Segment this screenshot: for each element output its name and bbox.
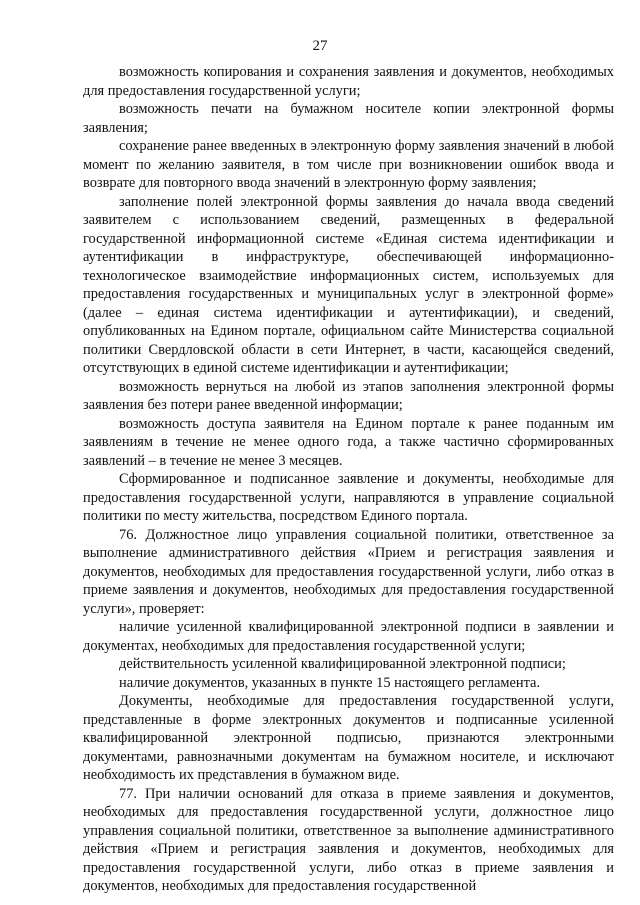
paragraph-submission: Сформированное и подписанное заявление и документы, необходимые для предоставления государственной услуги, направляются в управление социальной политики по месту жительства, посредством Единого портала. xyxy=(83,471,614,524)
paragraph-item-77: 77. При наличии оснований для отказа в приеме заявления и документов, необходимых для предоставления государственной услуги, должностное лицо управления социальной политики, ответственное за выполнение административного действия «Прием и регистрация заявления и документов, необходимых для предоставления государственной услуги, либо отказ в приеме заявления и документов, необходимых для предоставления государственной xyxy=(83,785,614,894)
paragraph-print: возможность печати на бумажном носителе копии электронной формы заявления; xyxy=(83,101,614,136)
paragraph-prefill: заполнение полей электронной формы заявления до начала ввода сведений заявителем с использованием сведений, размещенных в федеральной государственной информационной системе «Единая система идентификации и аутентификации в инфраструктуре, обеспечивающей информационно-технологическое взаимодействие информационных систем, используемых для предоставления государственных и муниципальных услуг в электронной форме» (далее – единая система идентификации и аутентификации), и сведений, опубликованных на Едином портале, официальном сайте Министерства социальной политики Свердловской области в сети Интернет, в части, касающейся сведений, отсутствующих в единой системе идентификации и аутентификации; xyxy=(83,193,614,376)
document-body xyxy=(83,63,614,896)
paragraph-save-values: сохранение ранее введенных в электронную форму заявления значений в любой момент по желанию заявителя, в том числе при возникновении ошибок ввода и возврате для повторного ввода значений в электронную форму заявления; xyxy=(83,138,614,191)
paragraph-access-history: возможность доступа заявителя на Едином портале к ранее поданным им заявлениям в течение не менее одного года, а также частично сформированных заявлений – в течение не менее 3 месяцев. xyxy=(83,415,614,469)
paragraph-signature-presence: наличие усиленной квалифицированной электронной подписи в заявлении и документах, необходимых для предоставления государственной услуги; xyxy=(83,619,614,654)
paragraph-documents-presence: наличие документов, указанных в пункте 15 настоящего регламента. xyxy=(119,674,541,691)
page-number: 27 xyxy=(312,38,328,54)
paragraph-item-76: 76. Должностное лицо управления социальной политики, ответственное за выполнение административного действия «Прием и регистрация заявления и документов, необходимых для предоставления государственной услуги, либо отказ в приеме заявления и документов, необходимых для предоставления государственной услуги», проверяет: xyxy=(83,526,614,617)
paragraph-copy-save: возможность копирования и сохранения заявления и документов, необходимых для предоставления государственной услуги; xyxy=(83,64,614,99)
paragraph-return-step: возможность вернуться на любой из этапов заполнения электронной формы заявления без потери ранее введенной информации; xyxy=(83,378,614,413)
paragraph-signature-validity: действительность усиленной квалифицированной электронной подписи; xyxy=(119,656,566,672)
paragraph-electronic-equivalence: Документы, необходимые для предоставления государственной услуги, представленные в форме электронных документов и подписанные усиленной квалифицированной электронной подписью, признаются электронными документами, равнозначными документам на бумажном носителе, и исключают необходимость их представления в бумажном виде. xyxy=(83,693,614,783)
